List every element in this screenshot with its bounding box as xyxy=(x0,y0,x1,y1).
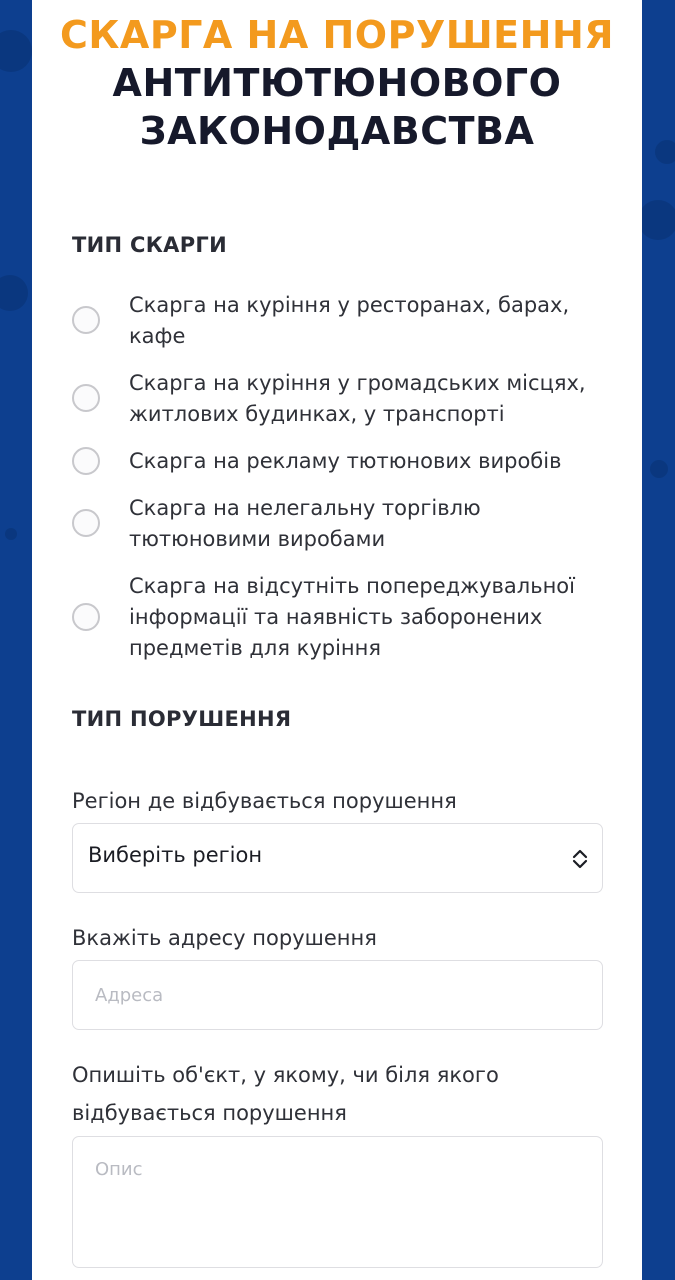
radio-label: Скарга на відсутніть попереджувальної інформації та наявність заборонених предметів для куріння xyxy=(129,574,575,660)
radio-label: Скарга на куріння у громадських місцях, житлових будинках, у транспорті xyxy=(129,371,586,426)
background-decoration xyxy=(5,528,17,540)
background-decoration xyxy=(0,30,32,72)
violation-type-heading: ТИП ПОРУШЕННЯ xyxy=(72,707,292,731)
region-label: Регіон де відбувається порушення xyxy=(72,789,457,813)
background-decoration xyxy=(650,460,668,478)
radio-button[interactable] xyxy=(72,509,100,537)
radio-button[interactable] xyxy=(72,447,100,475)
radio-button[interactable] xyxy=(72,384,100,412)
radio-label: Скарга на куріння у ресторанах, барах, кафе xyxy=(129,293,570,348)
background-decoration xyxy=(638,200,675,240)
page-title-line2: АНТИТЮТЮНОВОГО xyxy=(112,61,562,105)
background-decoration xyxy=(655,140,675,164)
object-description-placeholder: Опис xyxy=(95,1159,143,1180)
page-title-line3: ЗАКОНОДАВСТВА xyxy=(139,109,535,153)
address-label: Вкажіть адресу порушення xyxy=(72,926,377,950)
address-placeholder: Адреса xyxy=(95,985,164,1006)
complaint-form-card xyxy=(32,0,642,1280)
complaint-option-illegal-trade[interactable] xyxy=(72,493,617,555)
complaint-option-restaurants[interactable] xyxy=(72,290,617,352)
page-title-line1: СКАРГА НА ПОРУШЕННЯ xyxy=(59,13,615,57)
object-description-textarea[interactable] xyxy=(72,1136,603,1268)
select-arrows-icon xyxy=(572,846,588,872)
complaint-option-public-places[interactable] xyxy=(72,368,617,430)
radio-button[interactable] xyxy=(72,603,100,631)
region-select-value: Виберіть регіон xyxy=(88,843,263,867)
complaint-option-advertising[interactable] xyxy=(72,446,617,477)
radio-button[interactable] xyxy=(72,306,100,334)
radio-label: Скарга на нелегальну торгівлю тютюновими виробами xyxy=(129,496,481,551)
complaint-type-heading: ТИП СКАРГИ xyxy=(72,233,227,257)
region-select[interactable] xyxy=(72,823,603,893)
radio-label: Скарга на рекламу тютюнових виробів xyxy=(129,449,562,473)
object-description-label: Опишіть об'єкт, у якому, чи біля якого відбувається порушення xyxy=(72,1063,499,1125)
address-input[interactable] xyxy=(72,960,603,1030)
complaint-option-warning-info[interactable] xyxy=(72,571,617,664)
background-decoration xyxy=(0,275,28,311)
